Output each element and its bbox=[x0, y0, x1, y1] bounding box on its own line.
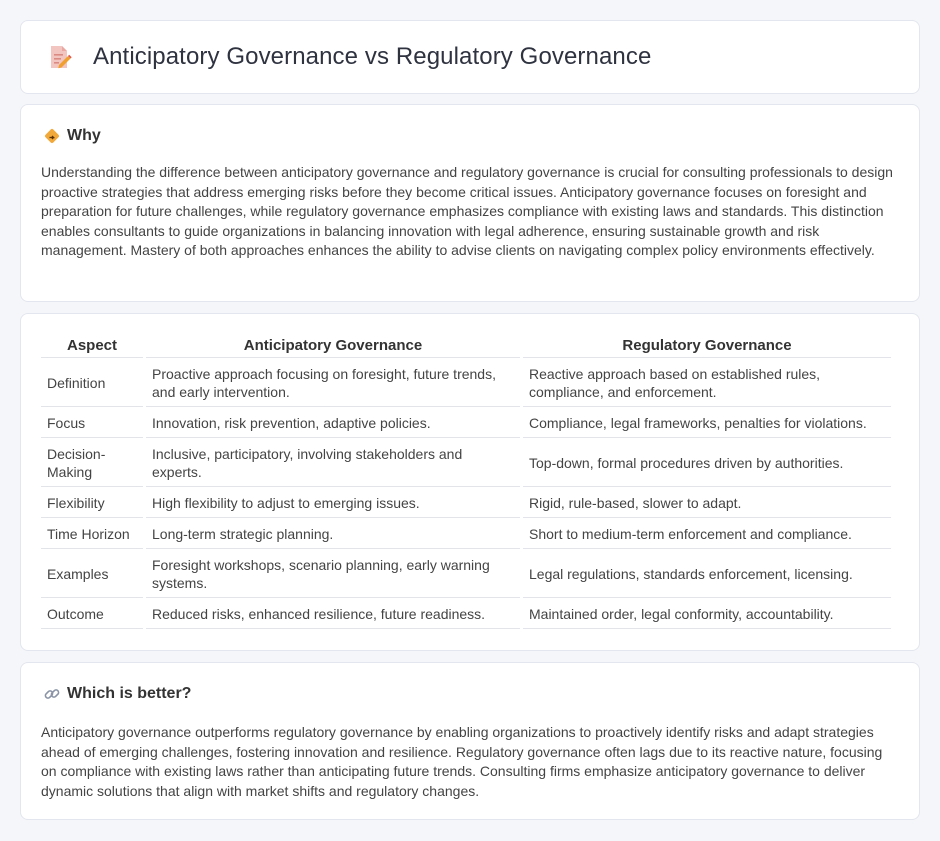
table-row bbox=[41, 407, 891, 438]
table-row bbox=[41, 358, 891, 407]
aspect-cell: Definition bbox=[41, 358, 143, 407]
table-row bbox=[41, 438, 891, 487]
comparison-table bbox=[38, 332, 894, 629]
which-is-better-section bbox=[20, 662, 920, 820]
regulatory-cell: Reactive approach based on established rules, compliance, and enforcement. bbox=[523, 358, 891, 407]
table-row bbox=[41, 549, 891, 598]
aspect-cell: Focus bbox=[41, 407, 143, 438]
title-card bbox=[20, 20, 920, 94]
better-heading-label: Which is better? bbox=[67, 685, 192, 702]
aspect-cell: Examples bbox=[41, 549, 143, 598]
regulatory-cell: Compliance, legal frameworks, penalties for violations. bbox=[523, 407, 891, 438]
anticipatory-cell: Proactive approach focusing on foresight, future trends, and early intervention. bbox=[146, 358, 520, 407]
aspect-cell: Decision-Making bbox=[41, 438, 143, 487]
aspect-cell: Flexibility bbox=[41, 487, 143, 518]
column-header-regulatory: Regulatory Governance bbox=[523, 332, 891, 358]
column-header-aspect: Aspect bbox=[41, 332, 143, 358]
aspect-cell: Time Horizon bbox=[41, 518, 143, 549]
anticipatory-cell: High flexibility to adjust to emerging issues. bbox=[146, 487, 520, 518]
table-row bbox=[41, 487, 891, 518]
regulatory-cell: Top-down, formal procedures driven by authorities. bbox=[523, 438, 891, 487]
anticipatory-cell: Foresight workshops, scenario planning, early warning systems. bbox=[146, 549, 520, 598]
anticipatory-cell: Long-term strategic planning. bbox=[146, 518, 520, 549]
why-heading bbox=[43, 127, 899, 145]
why-section bbox=[20, 104, 920, 302]
anticipatory-cell: Inclusive, participatory, involving stakeholders and experts. bbox=[146, 438, 520, 487]
better-heading bbox=[43, 685, 899, 703]
table-header-row bbox=[41, 332, 891, 358]
diamond-sign-icon bbox=[43, 127, 61, 145]
regulatory-cell: Short to medium-term enforcement and compliance. bbox=[523, 518, 891, 549]
regulatory-cell: Legal regulations, standards enforcement, licensing. bbox=[523, 549, 891, 598]
anticipatory-cell: Reduced risks, enhanced resilience, future readiness. bbox=[146, 598, 520, 629]
why-body: Understanding the difference between anticipatory governance and regulatory governance is crucial for consulting professionals to design proactive strategies that address emerging risks before they become critical issues. Anticipatory governance focuses on foresight and preparation for future challenges, while regulatory governance emphasizes compliance with existing laws and standards. This distinction enables consultants to guide organizations in balancing innovation with legal adherence, ensuring sustainable growth and risk management. Mastery of both approaches enhances the ability to advise clients on navigating complex policy environments effectively. bbox=[41, 164, 893, 258]
document-edit-icon bbox=[45, 43, 73, 71]
comparison-table-card bbox=[20, 313, 920, 651]
aspect-cell: Outcome bbox=[41, 598, 143, 629]
why-heading-label: Why bbox=[67, 127, 101, 144]
column-header-anticipatory: Anticipatory Governance bbox=[146, 332, 520, 358]
better-body: Anticipatory governance outperforms regulatory governance by enabling organizations to proactively identify risks and adapt strategies ahead of emerging challenges, fostering innovation and resilience. Regulatory governance often lags due to its reactive nature, focusing on compliance with existing laws rather than anticipating future trends. Consulting firms emphasize anticipatory governance to deliver dynamic solutions that align with market shifts and regulatory changes. bbox=[41, 724, 883, 799]
table-row bbox=[41, 518, 891, 549]
page-title: Anticipatory Governance vs Regulatory Governance bbox=[93, 43, 652, 70]
regulatory-cell: Maintained order, legal conformity, accountability. bbox=[523, 598, 891, 629]
anticipatory-cell: Innovation, risk prevention, adaptive policies. bbox=[146, 407, 520, 438]
regulatory-cell: Rigid, rule-based, slower to adapt. bbox=[523, 487, 891, 518]
link-icon bbox=[43, 685, 61, 703]
table-row bbox=[41, 598, 891, 629]
